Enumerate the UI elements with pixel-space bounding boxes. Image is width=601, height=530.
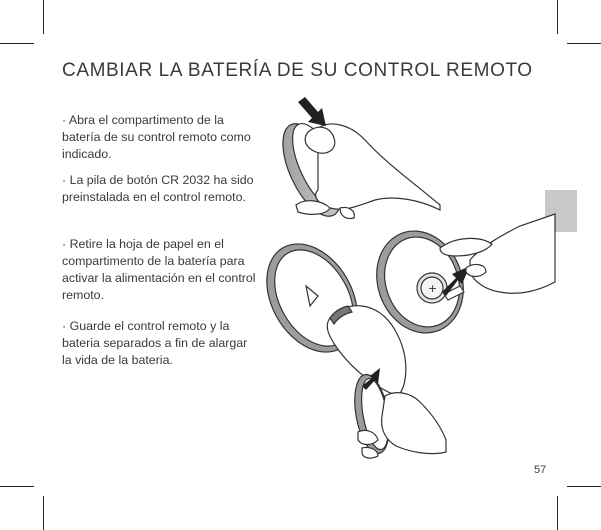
battery-icon [417, 273, 447, 303]
page-number: 57 [534, 464, 547, 476]
svg-text:+: + [428, 282, 438, 295]
hand-icon [296, 124, 440, 219]
instruction-battery-preinstalled: · La pila de botón CR 2032 ha sido preinstalada en el control remoto. [62, 173, 254, 204]
instruction-store-separately: · Guarde el control remoto y la bateria separados a fin de alargar la vida de la bateria. [62, 319, 248, 367]
arrow-icon [298, 97, 326, 126]
instruction-remove-paper: · Retire la hoja de papel en el compartimento de la batería para activar la alimentación en el control remoto. [62, 237, 256, 302]
page-title: CAMBIAR LA BATERÍA DE SU CONTROL REMOTO [62, 60, 533, 81]
instruction-open-compartment: · Abra el compartimento de la batería de su control remoto como indicado. [62, 113, 251, 161]
